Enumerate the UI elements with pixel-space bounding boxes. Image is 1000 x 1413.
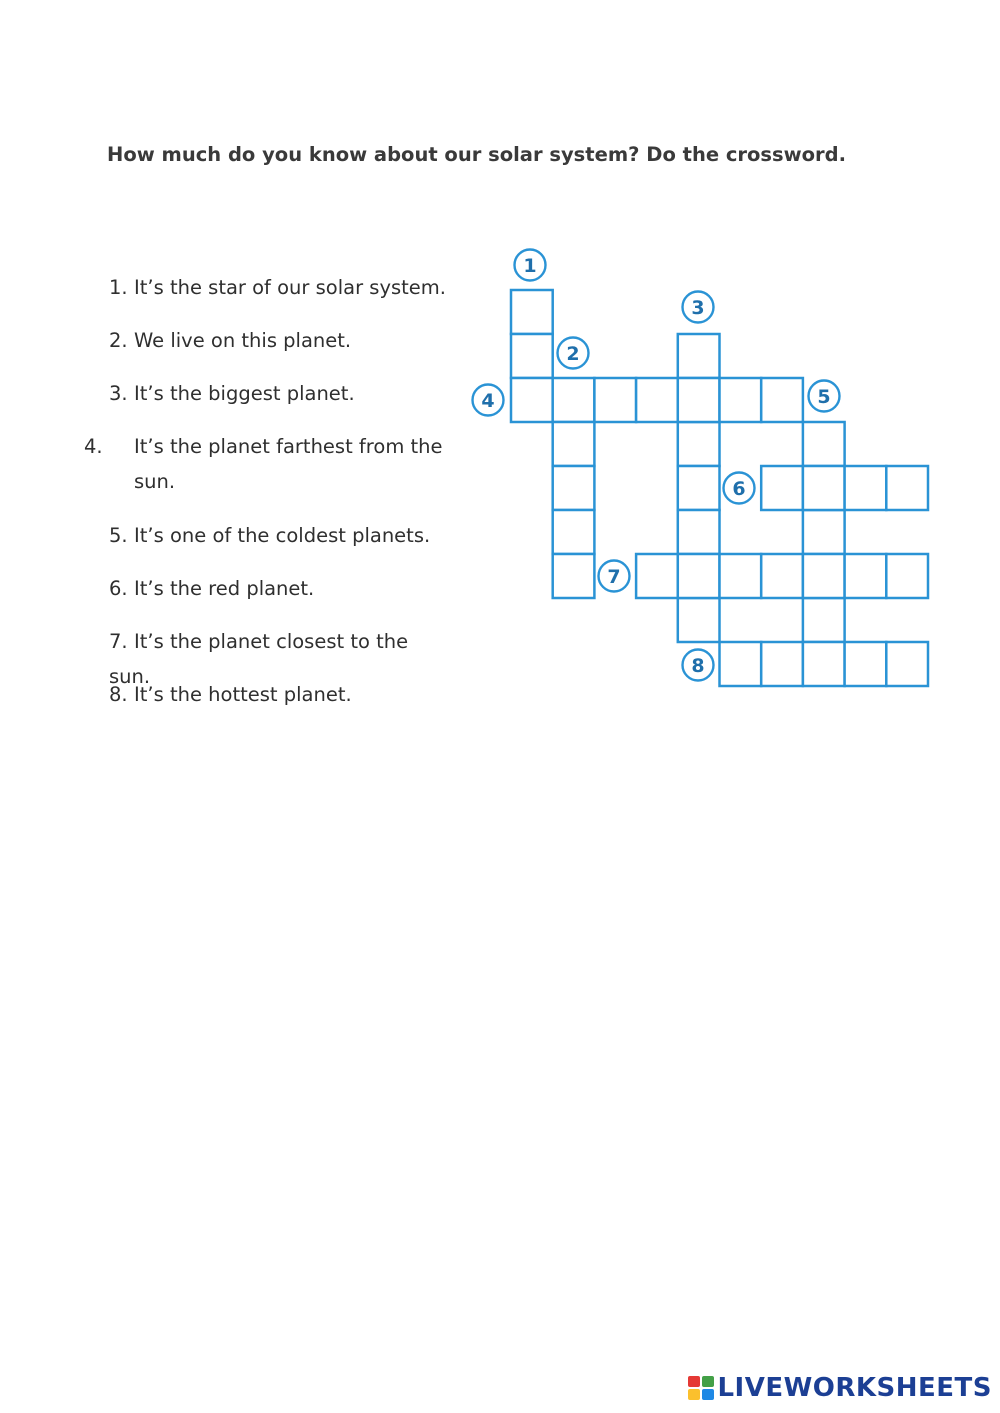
crossword-cell[interactable] <box>678 334 720 378</box>
clue-marker-8 <box>683 650 714 681</box>
crossword-cell[interactable] <box>803 510 845 554</box>
crossword-cell[interactable] <box>845 554 887 598</box>
clue-marker-label: 1 <box>523 255 537 277</box>
clue-text: It’s the biggest planet. <box>134 382 355 405</box>
crossword-cell[interactable] <box>678 466 720 510</box>
clue-number: 2. <box>109 329 128 352</box>
crossword-cell[interactable] <box>553 554 595 598</box>
liveworksheets-logo-icon <box>688 1376 714 1400</box>
crossword-cell[interactable] <box>845 642 887 686</box>
crossword-cell[interactable] <box>803 422 845 466</box>
crossword-cell[interactable] <box>886 554 928 598</box>
crossword-cell[interactable] <box>803 642 845 686</box>
crossword-cell[interactable] <box>594 378 636 422</box>
crossword-cell[interactable] <box>553 422 595 466</box>
crossword-cell[interactable] <box>720 642 762 686</box>
crossword-cell[interactable] <box>803 554 845 598</box>
crossword-cell[interactable] <box>553 466 595 510</box>
liveworksheets-brand <box>688 1373 992 1403</box>
clue-number: 3. <box>109 382 128 405</box>
crossword-cell[interactable] <box>845 466 887 510</box>
brand-name: LIVEWORKSHEETS <box>717 1373 992 1403</box>
crossword-cell[interactable] <box>678 598 720 642</box>
crossword-cell[interactable] <box>761 378 803 422</box>
crossword-cell[interactable] <box>803 466 845 510</box>
crossword-cell[interactable] <box>720 378 762 422</box>
crossword-cell[interactable] <box>511 378 553 422</box>
clue-marker-label: 6 <box>732 478 746 500</box>
crossword-cell[interactable] <box>886 642 928 686</box>
worksheet-instructions: How much do you know about our solar system? Do the crossword. <box>107 143 847 166</box>
crossword-cell[interactable] <box>720 554 762 598</box>
crossword-cell[interactable] <box>553 378 595 422</box>
clue-marker-1 <box>515 250 546 281</box>
clue-marker-7 <box>599 561 630 592</box>
crossword-cell[interactable] <box>886 466 928 510</box>
clue-marker-6 <box>724 473 755 504</box>
clue-marker-2 <box>558 338 589 369</box>
clue-marker-4 <box>473 385 504 416</box>
clue-number: 1. <box>109 276 128 299</box>
crossword-cell[interactable] <box>553 510 595 554</box>
crossword-cell[interactable] <box>761 466 803 510</box>
clue-marker-label: 7 <box>607 566 621 588</box>
crossword-cell[interactable] <box>803 598 845 642</box>
crossword-cell[interactable] <box>678 554 720 598</box>
clue-marker-3 <box>683 292 714 323</box>
clue-text: It’s the red planet. <box>134 577 315 600</box>
crossword-cell[interactable] <box>678 378 720 422</box>
crossword-cell[interactable] <box>511 290 553 334</box>
clue-text: It’s the star of our solar system. <box>134 276 446 299</box>
clue-number: 4. <box>84 435 103 458</box>
clue-number: 5. <box>109 524 128 547</box>
clue-text: We live on this planet. <box>134 329 352 352</box>
clue-marker-label: 2 <box>566 343 580 365</box>
clue-number: 8. <box>109 683 128 706</box>
clue-marker-label: 4 <box>481 390 495 412</box>
clue-text: It’s the planet closest to the sun. <box>109 630 409 688</box>
crossword-cell[interactable] <box>636 554 678 598</box>
clue-marker-label: 8 <box>691 655 705 677</box>
crossword-cell[interactable] <box>678 510 720 554</box>
clue-marker-label: 5 <box>817 386 831 408</box>
crossword-cell[interactable] <box>678 422 720 466</box>
clue-marker-5 <box>809 381 840 412</box>
crossword-cell[interactable] <box>761 642 803 686</box>
clue-text: It’s the hottest planet. <box>134 683 352 706</box>
clue-number: 6. <box>109 577 128 600</box>
clue-marker-label: 3 <box>691 297 705 319</box>
crossword-cell[interactable] <box>511 334 553 378</box>
clue-number: 7. <box>109 630 128 653</box>
clue-text: It’s the planet farthest from the sun. <box>134 435 443 493</box>
crossword-cell[interactable] <box>761 554 803 598</box>
crossword-cell[interactable] <box>636 378 678 422</box>
clue-text: It’s one of the coldest planets. <box>134 524 431 547</box>
